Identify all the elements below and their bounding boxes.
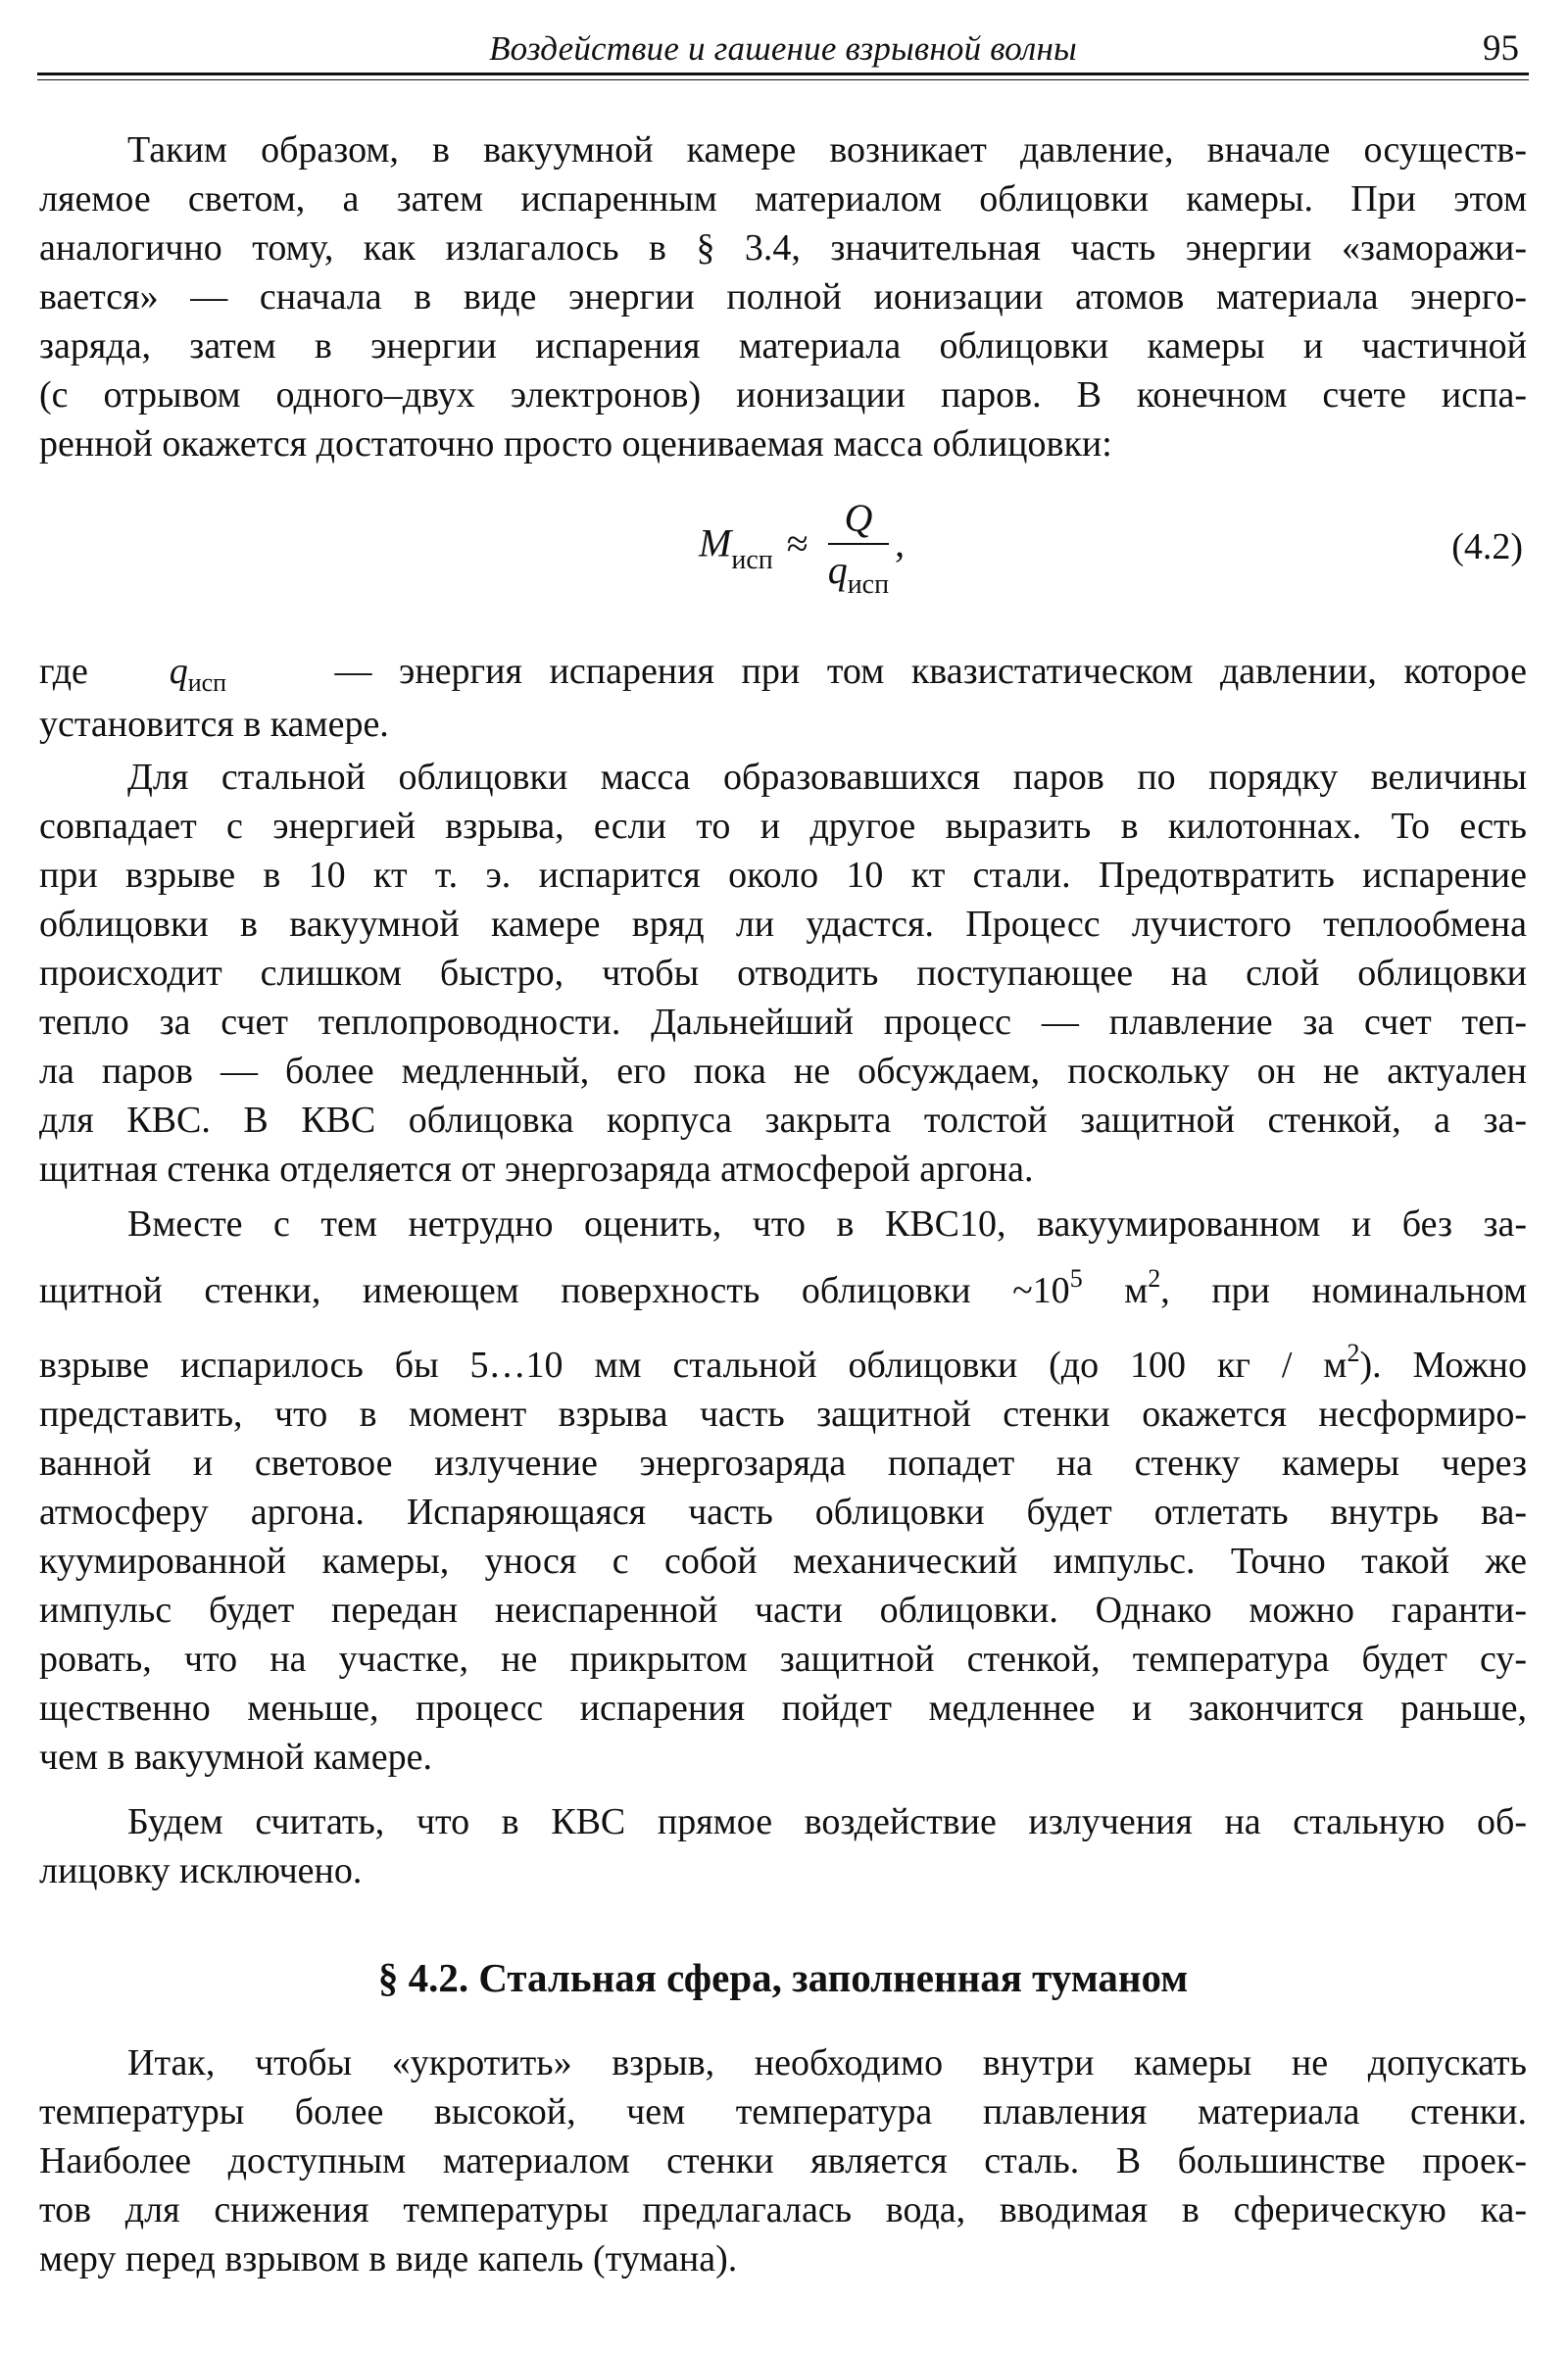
p6-line-4: тов для снижения температуры предлагалась вода, вводимая в сферическую ка- — [39, 2189, 1527, 2230]
p1-line-3: аналогично тому, как излагалось в § 3.4, значительная часть энергии «заморажи- — [39, 227, 1527, 269]
p2-line-1: где $q_{исп}$ — энергия испарения при том квазистатическом давлении, которое — [39, 651, 1527, 697]
p3-line-5: происходит слишком быстро, чтобы отводить поступающее на слой облицовки — [39, 953, 1527, 994]
p4-line-6: атмосферу аргона. Испаряющаяся часть облицовки будет отлетать внутрь ва- — [39, 1492, 1527, 1533]
paragraph-6 — [39, 2038, 1527, 2283]
p5-line-2: лицовку исключено. — [39, 1850, 363, 1891]
p3-line-2: совпадает с энергией взрыва, если то и другое выразить в килотоннах. То есть — [39, 806, 1527, 847]
p1-line-2: ляемое светом, а затем испаренным материалом облицовки камеры. При этом — [39, 178, 1527, 220]
section-heading: § 4.2. Стальная сфера, заполненная туманом — [377, 1955, 1189, 2000]
p3-line-8: для КВС. В КВС облицовка корпуса закрыта толстой защитной стенкой, а за- — [39, 1100, 1527, 1141]
p4-line-11: чем в вакуумной камере. — [39, 1737, 432, 1778]
p1-line-5: заряда, затем в энергии испарения материала облицовки камеры и частичной — [39, 325, 1527, 367]
formula-number: (4.2) — [1451, 526, 1523, 567]
formula-fraction — [828, 496, 889, 599]
p4-line-7: куумированной камеры, унося с собой механический импульс. Точно такой же — [39, 1541, 1527, 1582]
formula-den-subscript: исп — [847, 569, 890, 600]
p4-line-2: щитной стенки, имеющем поверхность облицовки $\sim 10^5$ $м^2$, при номинальном — [39, 1264, 1528, 1311]
p6-line-2: температуры более высокой, чем температура плавления материала стенки. — [39, 2091, 1527, 2132]
p3-line-9: щитная стенка отделяется от энергозаряда атмосферой аргона. — [39, 1149, 1034, 1190]
fraction-bar — [828, 543, 889, 545]
formula-expression — [699, 496, 905, 599]
p4-line-10: щественно меньше, процесс испарения пойдет медленнее и закончится раньше, — [39, 1688, 1527, 1729]
p4-line-4: представить, что в момент взрыва часть защитной стенки окажется несформиро- — [39, 1394, 1527, 1435]
p3-line-3: при взрыве в 10 кт т. э. испарится около 10 кт стали. Предотвратить испарение — [39, 855, 1527, 896]
paragraph-4 — [39, 1200, 1527, 1782]
p6-line-5: меру перед взрывом в виде капель (тумана). — [39, 2238, 738, 2279]
paragraph-3 — [39, 753, 1527, 1194]
formula-4-2 — [39, 486, 1527, 613]
p3-line-1: Для стальной облицовки масса образовавшихся паров по порядку величины — [127, 757, 1527, 798]
p1-line-7: ренной окажется достаточно просто оцениваемая масса облицовки: — [39, 423, 1112, 465]
p4-line-8: импульс будет передан неиспаренной части облицовки. Однако можно гаранти- — [39, 1590, 1527, 1631]
formula-numerator: Q — [844, 496, 873, 540]
p1-line-4: вается» — сначала в виде энергии полной ионизации атомов материала энерго- — [39, 276, 1527, 318]
formula-lhs: M — [699, 520, 732, 565]
p4-line-9: ровать, что на участке, не прикрытом защитной стенкой, температура будет су- — [39, 1639, 1527, 1680]
formula-lhs-subscript: исп — [731, 544, 773, 575]
p4-line-5: ванной и световое излучение энергозаряда попадет на стенку камеры через — [39, 1443, 1527, 1484]
p4-line-1: Вместе с тем нетрудно оценить, что в КВС10, вакуумированном и без за- — [127, 1203, 1527, 1245]
p3-line-4: облицовки в вакуумной камере вряд ли удастся. Процесс лучистого теплообмена — [39, 904, 1527, 945]
formula-denominator: $q_{исп}$ — [827, 548, 890, 600]
p3-line-6: тепло за счет теплопроводности. Дальнейший процесс — плавление за счет теп- — [39, 1002, 1527, 1043]
running-head — [37, 25, 1529, 74]
p6-line-1: Итак, чтобы «укротить» взрыв, необходимо внутри камеры не допускать — [127, 2042, 1527, 2083]
header-rule-thick — [37, 73, 1529, 75]
header-rule-thin — [37, 79, 1529, 80]
running-title: Воздействие и гашение взрывной волны — [489, 29, 1077, 68]
p1-line-1: Таким образом, в вакуумной камере возникает давление, вначале осуществ- — [127, 129, 1527, 171]
formula-approx-sign: ≈ — [786, 520, 808, 565]
formula-comma: , — [895, 520, 906, 565]
paragraph-5 — [39, 1797, 1527, 1895]
page-number: 95 — [1483, 28, 1519, 69]
p3-line-7: ла паров — более медленный, его пока не обсуждаем, поскольку он не актуален — [39, 1051, 1527, 1092]
p1-line-6: (с отрывом одного–двух электронов) ионизации паров. В конечном счете испа- — [39, 374, 1527, 416]
paragraph-1 — [39, 125, 1527, 468]
p4-line-3: взрыве испарилось бы 5…10 мм стальной облицовки (до 100 кг / $м^2$). Можно — [39, 1339, 1527, 1386]
paragraph-2 — [39, 647, 1527, 749]
p2-line-2: установится в камере. — [39, 704, 389, 745]
p6-line-3: Наиболее доступным материалом стенки является сталь. В большинстве проек- — [39, 2140, 1527, 2181]
p5-line-1: Будем считать, что в КВС прямое воздействие излучения на стальную об- — [127, 1801, 1527, 1842]
